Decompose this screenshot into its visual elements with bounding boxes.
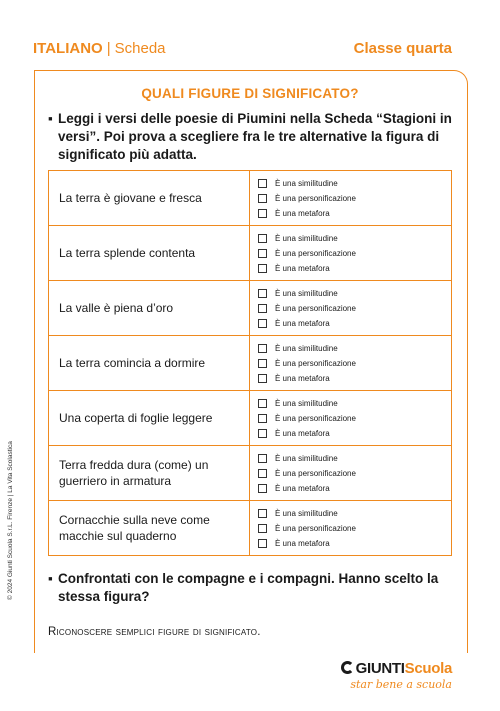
checkbox[interactable] xyxy=(258,344,267,353)
checkbox[interactable] xyxy=(258,374,267,383)
option-label: È una similitudine xyxy=(275,288,338,298)
option-choice[interactable] xyxy=(258,246,451,261)
option-label: È una similitudine xyxy=(275,233,338,243)
checkbox[interactable] xyxy=(258,399,267,408)
table-row xyxy=(49,171,452,226)
checkbox[interactable] xyxy=(258,359,267,368)
option-choice[interactable] xyxy=(258,426,451,441)
option-label: È una similitudine xyxy=(275,453,338,463)
verse-phrase: La terra è giovane e fresca xyxy=(49,171,250,226)
table-row xyxy=(49,391,452,446)
option-choice[interactable] xyxy=(258,341,451,356)
giunti-g-icon xyxy=(341,661,354,674)
option-choice[interactable] xyxy=(258,506,451,521)
option-choice[interactable] xyxy=(258,466,451,481)
checkbox[interactable] xyxy=(258,509,267,518)
header-separator: | xyxy=(106,40,111,57)
option-choice[interactable] xyxy=(258,481,451,496)
option-label: È una metafora xyxy=(275,483,330,493)
subject: ITALIANO xyxy=(33,40,103,57)
table-row xyxy=(49,281,452,336)
table-row xyxy=(49,226,452,281)
checkbox[interactable] xyxy=(258,209,267,218)
checkbox[interactable] xyxy=(258,264,267,273)
checkbox[interactable] xyxy=(258,304,267,313)
section: Scheda xyxy=(114,40,166,57)
instructions xyxy=(48,110,458,164)
option-label: È una similitudine xyxy=(275,508,338,518)
option-label: È una similitudine xyxy=(275,178,338,188)
subject-label xyxy=(33,40,166,57)
verse-phrase: La terra splende contenta xyxy=(49,226,250,281)
checkbox[interactable] xyxy=(258,194,267,203)
options-cell xyxy=(250,336,452,391)
giunti-scuola-logo xyxy=(342,660,452,700)
verse-phrase: Terra fredda dura (come) un guerriero in armatura xyxy=(49,446,250,501)
table-row xyxy=(49,336,452,391)
copyright-text: © 2024 Giunti Scuola S.r.L. Firenze | La Vita Scolastica xyxy=(7,441,14,600)
checkbox[interactable] xyxy=(258,319,267,328)
exercise-table xyxy=(48,170,452,556)
checkbox[interactable] xyxy=(258,524,267,533)
checkbox[interactable] xyxy=(258,414,267,423)
option-choice[interactable] xyxy=(258,206,451,221)
option-choice[interactable] xyxy=(258,301,451,316)
options-cell xyxy=(250,281,452,336)
option-choice[interactable] xyxy=(258,371,451,386)
option-label: È una metafora xyxy=(275,263,330,273)
checkbox[interactable] xyxy=(258,289,267,298)
instructions-text: Leggi i versi delle poesie di Piumini nella Scheda “Stagioni in versi”. Poi prova a scegliere fra le tre alternative la figura di significato più adatta. xyxy=(58,111,452,162)
option-choice[interactable] xyxy=(258,356,451,371)
discussion-question xyxy=(48,570,458,606)
option-label: È una similitudine xyxy=(275,398,338,408)
option-label: È una metafora xyxy=(275,208,330,218)
page-header xyxy=(33,40,452,62)
worksheet-title: QUALI FIGURE DI SIGNIFICATO? xyxy=(141,86,359,101)
logo-brand-bold: GIUNTI xyxy=(355,660,405,677)
option-label: È una metafora xyxy=(275,538,330,548)
options-cell xyxy=(250,226,452,281)
option-choice[interactable] xyxy=(258,176,451,191)
option-label: È una personificazione xyxy=(275,468,356,478)
option-choice[interactable] xyxy=(258,286,451,301)
option-label: È una metafora xyxy=(275,318,330,328)
options-cell xyxy=(250,501,452,556)
checkbox[interactable] xyxy=(258,249,267,258)
option-label: È una personificazione xyxy=(275,523,356,533)
option-label: È una personificazione xyxy=(275,193,356,203)
option-label: È una similitudine xyxy=(275,343,338,353)
table-row xyxy=(49,501,452,556)
option-choice[interactable] xyxy=(258,521,451,536)
checkbox[interactable] xyxy=(258,539,267,548)
option-choice[interactable] xyxy=(258,451,451,466)
copyright-strip xyxy=(0,0,14,711)
option-label: È una metafora xyxy=(275,373,330,383)
logo-brand-color: Scuola xyxy=(404,660,452,677)
options-cell xyxy=(250,391,452,446)
option-choice[interactable] xyxy=(258,536,451,551)
logo-brand xyxy=(341,660,452,677)
option-label: È una personificazione xyxy=(275,248,356,258)
verse-phrase: Una coperta di foglie leggere xyxy=(49,391,250,446)
option-label: È una personificazione xyxy=(275,358,356,368)
option-label: È una personificazione xyxy=(275,303,356,313)
verse-phrase: La valle è piena d’oro xyxy=(49,281,250,336)
verse-phrase: Cornacchie sulla neve come macchie sul quaderno xyxy=(49,501,250,556)
option-choice[interactable] xyxy=(258,411,451,426)
option-label: È una personificazione xyxy=(275,413,356,423)
table-row xyxy=(49,446,452,501)
option-choice[interactable] xyxy=(258,316,451,331)
checkbox[interactable] xyxy=(258,454,267,463)
checkbox[interactable] xyxy=(258,484,267,493)
bullet-icon: ▪ xyxy=(48,571,53,586)
option-choice[interactable] xyxy=(258,261,451,276)
option-label: È una metafora xyxy=(275,428,330,438)
bullet-icon: ▪ xyxy=(48,111,53,126)
objective-text: Riconoscere semplici figure di significato. xyxy=(48,626,261,638)
grade-label: Classe quarta xyxy=(353,40,452,57)
question-text: Confrontati con le compagne e i compagni. Hanno scelto la stessa figura? xyxy=(58,571,439,604)
logo-tagline: star bene a scuola xyxy=(350,678,452,691)
checkbox[interactable] xyxy=(258,429,267,438)
options-cell xyxy=(250,446,452,501)
checkbox[interactable] xyxy=(258,179,267,188)
option-choice[interactable] xyxy=(258,396,451,411)
learning-objective xyxy=(48,626,261,638)
verse-phrase: La terra comincia a dormire xyxy=(49,336,250,391)
checkbox[interactable] xyxy=(258,469,267,478)
option-choice[interactable] xyxy=(258,191,451,206)
checkbox[interactable] xyxy=(258,234,267,243)
options-cell xyxy=(250,171,452,226)
option-choice[interactable] xyxy=(258,231,451,246)
